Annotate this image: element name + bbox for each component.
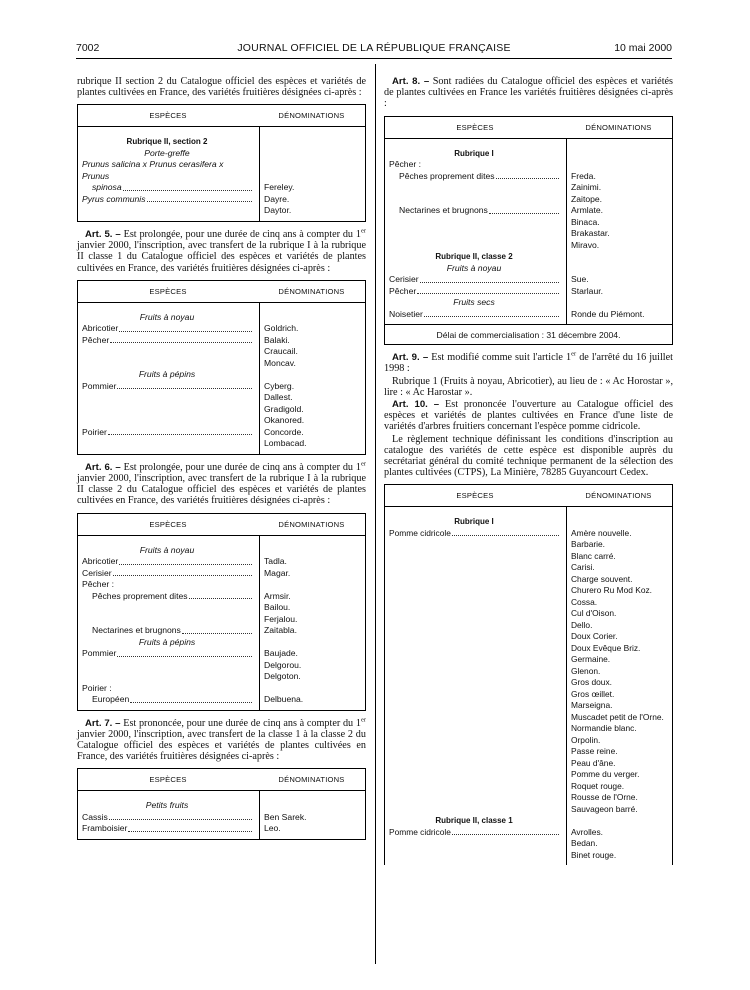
variety-name: Bailou. — [264, 602, 291, 613]
variety-name: Sue. — [571, 274, 589, 285]
species-name: Abricotier — [82, 323, 119, 334]
variety-name: Baujade. — [264, 648, 298, 659]
variety-name: Goldrich. — [264, 323, 299, 334]
variety-name: Doux Evêque Briz. — [571, 642, 641, 653]
variety-name: Balaki. — [264, 334, 290, 345]
species-name: spinosa — [92, 182, 122, 193]
header-rule — [76, 58, 672, 59]
variety-name: Sauvageon barré. — [571, 803, 638, 814]
table-header — [78, 514, 365, 536]
variety-name: Armlate. — [571, 205, 603, 216]
article-5: Art. 5. – Est prolongée, pour une durée de cinq ans à compter du 1er janvier 2000, l'inscription, avec transfert de la rubrique I à la rubrique II classe 1 du Catalogue officiel des espèces et variétés de plantes cultivées en France, des variétés fruitières désignées ci-après : — [77, 227, 366, 274]
article-9-detail: Rubrique 1 (Fruits à noyau, Abricotier), au lieu de : « Ac Horostar », lire : « Ac Harostar ». — [384, 375, 673, 398]
variety-name: Cyberg. — [264, 380, 295, 391]
page-header — [76, 42, 672, 56]
variety-name: Bedan. — [571, 838, 598, 849]
variety-name: Ben Sarek. — [264, 811, 307, 822]
variety-name: Peau d'âne. — [571, 757, 616, 768]
article-10: Art. 10. – Est prononcée l'ouverture au Catalogue officiel des espèces et variétés de plantes cultivées en France d'une liste de variétés d'arbres fruitiers concernant l'espèce pomme cidricole. — [384, 398, 673, 433]
variety-name: Daytor. — [264, 205, 292, 216]
variety-name: Germaine. — [571, 654, 611, 665]
variety-name: Armsir. — [264, 590, 291, 601]
journal-title: JOURNAL OFFICIEL DE LA RÉPUBLIQUE FRANÇAISE — [237, 42, 511, 54]
article-7: Art. 7. – Est prononcée, pour une durée de cinq ans à compter du 1er janvier 2000, l'inscription, avec transfert de la classe 1 à la classe 2 du Catalogue officiel des espèces et variétés de plantes cultivées en France, des variétés fruitières désignées ci-après : — [77, 716, 366, 763]
variety-name: Muscadet petit de l'Orne. — [571, 711, 664, 722]
variety-name: Gros œillet. — [571, 688, 615, 699]
variety-name: Barbarie. — [571, 539, 605, 550]
rubrique-title: Rubrique II, section 2 — [126, 137, 208, 147]
variety-name: Dallest. — [264, 392, 293, 403]
article-9: Art. 9. – Est modifié comme suit l'article 1er de l'arrêté du 16 juillet 1998 : — [384, 350, 673, 375]
col-denominations: DÉNOMINATIONS — [278, 775, 345, 785]
variety-name: Magar. — [264, 567, 291, 578]
variety-name: Dello. — [571, 619, 593, 630]
variety-name: Marseigna. — [571, 700, 613, 711]
variety-name: Gros doux. — [571, 677, 612, 688]
variety-name: Gradigold. — [264, 403, 304, 414]
group-title: Fruits à noyau — [139, 311, 195, 322]
species-name: Pêches proprement dites — [92, 590, 188, 601]
article-label: Art. 10. – — [392, 398, 440, 410]
species-name: Pommier — [82, 380, 117, 391]
article-label: Art. 6. – — [85, 461, 121, 473]
variety-name: Avrolles. — [571, 826, 603, 837]
article-10-detail: Le règlement technique définissant les conditions d'inscription au catalogue des variétés de cette espèce est disponible auprès du secrétariat général du comité technique permanent de la sélection des plantes cultivées (CTPS), La Minière, 78285 Guyancourt Cedex. — [384, 433, 673, 479]
species-name: Européen — [92, 694, 130, 705]
variety-name: Ronde du Piémont. — [571, 308, 645, 319]
article-8: Art. 8. – Sont radiées du Catalogue officiel des espèces et variétés de plantes cultivées en France les variétés fruitières désignées ci-après : — [384, 76, 674, 110]
variety-name: Doux Corier. — [571, 631, 618, 642]
article-label: Art. 5. – — [85, 228, 121, 240]
right-column — [384, 76, 673, 865]
group-title: Fruits à noyau — [446, 262, 502, 273]
variety-name: Freda. — [571, 170, 596, 181]
variety-name: Fereley. — [264, 182, 295, 193]
variety-name: Orpolin. — [571, 734, 601, 745]
variety-name: Amère nouvelle. — [571, 527, 632, 538]
species-name: Pêcher : — [389, 159, 422, 170]
variety-name: Leo. — [264, 823, 281, 834]
variety-name: Churero Ru Mod Koz. — [571, 585, 652, 596]
variety-name: Carisi. — [571, 562, 595, 573]
species-name: Pyrus communis — [82, 193, 146, 204]
table-header — [78, 105, 365, 127]
table-header — [385, 117, 672, 139]
table-header — [385, 485, 672, 507]
rubrique-title: Rubrique II, classe 1 — [435, 816, 513, 826]
variety-name: Dayre. — [264, 193, 290, 204]
page-number: 7002 — [76, 42, 100, 54]
variety-name: Starlaur. — [571, 285, 604, 296]
article-label: Art. 9. – — [392, 352, 429, 364]
variety-name: Zaitope. — [571, 193, 603, 204]
variety-name: Lombacad. — [264, 438, 307, 449]
variety-name: Binaca. — [571, 216, 600, 227]
variety-name: Miravo. — [571, 239, 600, 250]
species-name: Pommier — [82, 648, 117, 659]
group-title: Fruits à pépins — [138, 369, 196, 380]
species-name: Cassis — [82, 811, 108, 822]
table-article-8 — [384, 116, 673, 346]
variety-name: Delgoton. — [264, 671, 301, 682]
species-name: Poirier — [82, 426, 107, 437]
rubrique-title: Rubrique I — [454, 148, 494, 158]
group-title: Fruits à pépins — [138, 636, 196, 647]
variety-name: Cul d'Oison. — [571, 608, 617, 619]
variety-name: Rousse de l'Orne. — [571, 792, 638, 803]
species-name: Poirier : — [82, 682, 112, 693]
col-denominations: DÉNOMINATIONS — [278, 111, 345, 121]
table-article-7 — [77, 768, 366, 840]
group-title: Fruits secs — [453, 297, 495, 308]
variety-name: Passe reine. — [571, 746, 618, 757]
species-name: Prunus salicina x Prunus cerasifera x Prunus — [82, 159, 224, 181]
col-especes: ESPÈCES — [456, 491, 494, 501]
variety-name: Zaitabla. — [264, 625, 297, 636]
species-name: Nectarines et brugnons — [399, 205, 488, 216]
column-divider — [375, 64, 376, 964]
species-name: Nectarines et brugnons — [92, 625, 181, 636]
col-especes: ESPÈCES — [149, 286, 187, 296]
variety-name: Roquet rouge. — [571, 780, 625, 791]
variety-name: Zainimi. — [571, 182, 602, 193]
variety-name: Okanored. — [264, 415, 305, 426]
species-name: Noisetier — [389, 308, 423, 319]
col-denominations: DÉNOMINATIONS — [278, 519, 345, 529]
variety-name: Craucail. — [264, 346, 298, 357]
species-name: Pomme cidricole — [389, 527, 451, 538]
intro-paragraph: rubrique II section 2 du Catalogue officiel des espèces et variétés de plantes cultivées en France, des variétés fruitières désignées ci-après : — [77, 76, 366, 99]
species-name: Cerisier — [389, 274, 419, 285]
variety-name: Ferjalou. — [264, 613, 298, 624]
table-article-6 — [77, 513, 366, 711]
species-name: Cerisier — [82, 567, 112, 578]
variety-name: Binet rouge. — [571, 849, 617, 860]
issue-date: 10 mai 2000 — [614, 42, 672, 54]
species-name: Pêcher : — [82, 579, 115, 590]
group-title: Petits fruits — [145, 800, 189, 811]
article-label: Art. 8. – — [392, 76, 430, 87]
table-header — [78, 769, 365, 791]
variety-name: Charge souvent. — [571, 573, 633, 584]
species-name: Pêcher — [389, 285, 417, 296]
table-article-5 — [77, 280, 366, 455]
species-name: Framboisier — [82, 823, 128, 834]
species-name: Pêches proprement dites — [399, 170, 495, 181]
table-rubrique-ii-section-2 — [77, 104, 366, 222]
variety-name: Cossa. — [571, 596, 598, 607]
variety-name: Delgorou. — [264, 659, 302, 670]
col-especes: ESPÈCES — [149, 111, 187, 121]
species-name: Pêcher — [82, 334, 110, 345]
variety-name: Pomme du verger. — [571, 769, 640, 780]
article-6: Art. 6. – Est prolongée, pour une durée de cinq ans à compter du 1er janvier 2000, l'inscription, avec transfert de la rubrique I à la rubrique II classe 2 du Catalogue officiel des espèces et variétés de plantes cultivées en France, des variétés fruitières désignées ci-après : — [77, 460, 366, 507]
rubrique-title: Rubrique II, classe 2 — [435, 252, 513, 262]
col-denominations: DÉNOMINATIONS — [585, 122, 652, 132]
col-denominations: DÉNOMINATIONS — [585, 491, 652, 501]
variety-name: Concorde. — [264, 426, 304, 437]
rubrique-title: Rubrique I — [454, 517, 494, 527]
group-title: Fruits à noyau — [139, 544, 195, 555]
variety-name: Tadla. — [264, 556, 287, 567]
col-especes: ESPÈCES — [456, 122, 494, 132]
species-name: Abricotier — [82, 556, 119, 567]
article-label: Art. 7. – — [85, 717, 121, 729]
table-article-10 — [384, 484, 673, 865]
group-title: Porte-greffe — [144, 147, 190, 158]
delai-commercialisation: Délai de commercialisation : 31 décembre 2004. — [385, 324, 672, 344]
species-name: Pomme cidricole — [389, 826, 451, 837]
variety-name: Normandie blanc. — [571, 723, 637, 734]
variety-name: Glenon. — [571, 665, 601, 676]
variety-name: Delbuena. — [264, 694, 304, 705]
variety-name: Moncav. — [264, 357, 296, 368]
col-especes: ESPÈCES — [149, 775, 187, 785]
variety-name: Blanc carré. — [571, 550, 616, 561]
col-especes: ESPÈCES — [149, 519, 187, 529]
col-denominations: DÉNOMINATIONS — [278, 286, 345, 296]
left-column — [77, 76, 366, 847]
variety-name: Brakastar. — [571, 228, 610, 239]
table-header — [78, 281, 365, 303]
